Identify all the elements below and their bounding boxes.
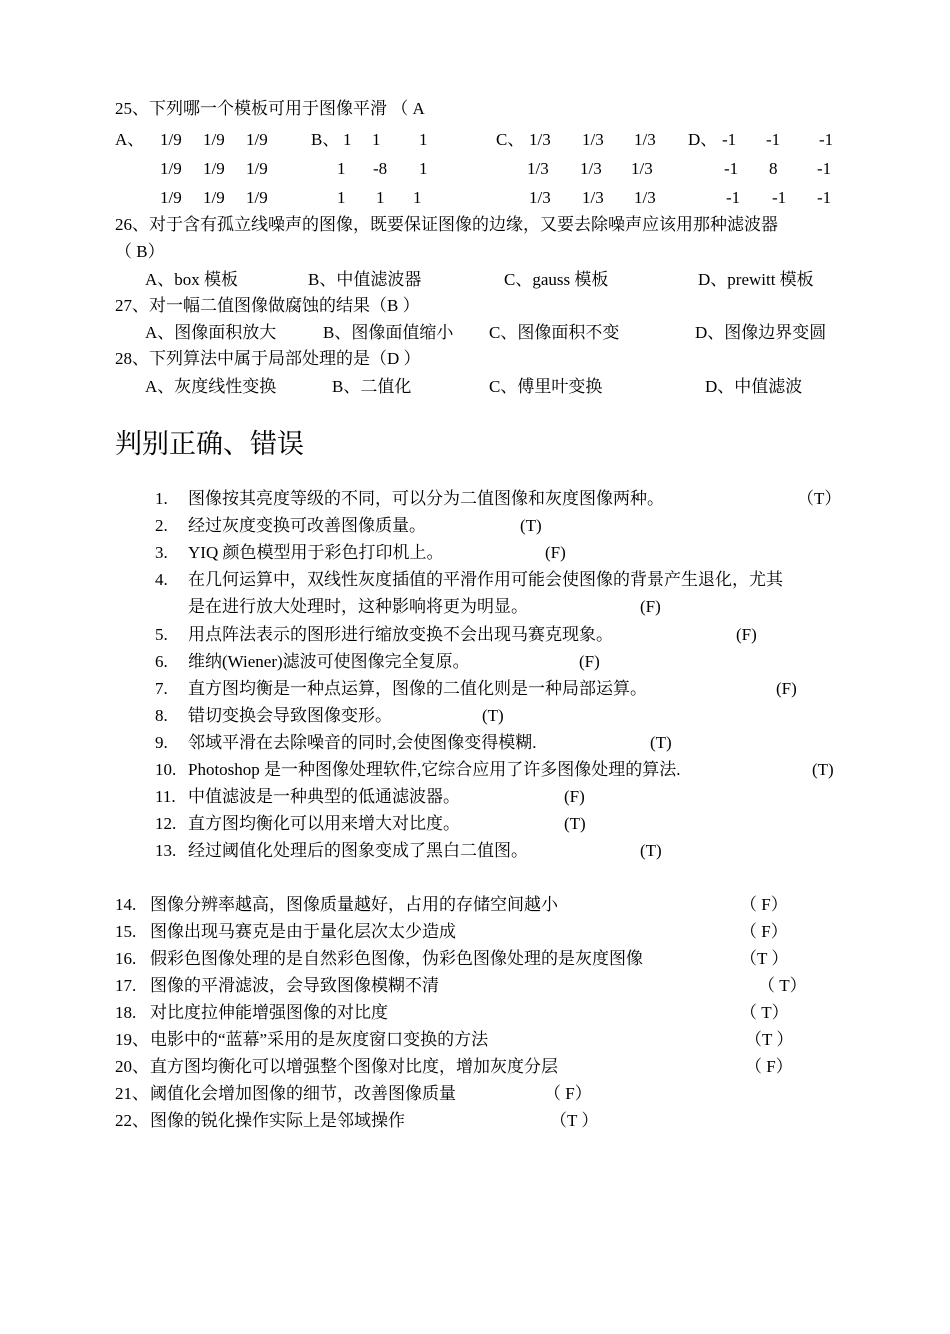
q28-option: A、灰度线性变换 <box>145 377 277 396</box>
tf-num: 18. <box>115 1003 137 1022</box>
q26-option: C、gauss 模板 <box>504 270 609 289</box>
tf-statement: 阈值化会增加图像的细节，改善图像质量 <box>150 1084 456 1103</box>
tf-answer: （ T） <box>740 1003 789 1022</box>
q27-stem: 27、对一幅二值图像做腐蚀的结果（B ） <box>115 296 420 315</box>
q25-optD-cell: -1 <box>817 188 832 207</box>
tf-num: 4. <box>155 570 168 589</box>
tf-answer: （T） <box>797 489 842 508</box>
q25-optA-cell: 1/9 <box>203 130 225 149</box>
tf-answer: (F) <box>736 625 757 644</box>
q26-stem-cont: （ B） <box>115 242 165 261</box>
tf-statement: 经过阈值化处理后的图象变成了黑白二值图。 <box>188 841 528 860</box>
q26-stem: 26、对于含有孤立线噪声的图像，既要保证图像的边缘，又要去除噪声应该用那种滤波器 <box>115 215 778 234</box>
tf-num: 17. <box>115 976 137 995</box>
tf-answer: （ F） <box>544 1084 592 1103</box>
tf-answer: (F) <box>579 652 600 671</box>
q25-optA-cell: 1/9 <box>160 130 182 149</box>
q25-optB-cell: 1 <box>343 130 352 149</box>
q26-option: B、中值滤波器 <box>308 270 422 289</box>
q25-optC-label: C、 <box>496 130 525 149</box>
tf-answer: (F) <box>545 543 566 562</box>
tf-statement: 维纳(Wiener)滤波可使图像完全复原。 <box>188 652 470 671</box>
q25-optB-cell: 1 <box>376 188 385 207</box>
q25-optB-cell: 1 <box>372 130 381 149</box>
tf-answer: (F) <box>776 679 797 698</box>
q28-option: D、中值滤波 <box>705 377 803 396</box>
q25-optD-cell: -1 <box>819 130 834 149</box>
tf-answer: (T) <box>812 760 834 779</box>
q27-option: C、图像面积不变 <box>489 323 620 342</box>
tf-answer: (F) <box>640 597 661 616</box>
q25-optD-cell: -1 <box>724 159 739 178</box>
tf-answer: （ F） <box>740 895 788 914</box>
q25-optB-cell: 1 <box>337 159 346 178</box>
tf-answer: （ T） <box>758 976 807 995</box>
tf-num: 12. <box>155 814 177 833</box>
tf-answer: (T) <box>520 516 542 535</box>
tf-statement: 直方图均衡化可以增强整个图像对比度，增加灰度分层 <box>150 1057 558 1076</box>
tf-num: 15. <box>115 922 137 941</box>
tf-statement: 电影中的“蓝幕”采用的是灰度窗口变换的方法 <box>150 1030 489 1049</box>
q25-optB-cell: 1 <box>413 188 422 207</box>
tf-statement: 中值滤波是一种典型的低通滤波器。 <box>188 787 460 806</box>
q28-stem: 28、下列算法中属于局部处理的是（D ） <box>115 349 421 368</box>
q25-optB-cell: -8 <box>373 159 388 178</box>
tf-statement: 假彩色图像处理的是自然彩色图像，伪彩色图像处理的是灰度图像 <box>150 949 643 968</box>
tf-answer: (F) <box>564 787 585 806</box>
tf-statement: 在几何运算中，双线性灰度插值的平滑作用可能会使图像的背景产生退化，尤其 <box>188 570 783 589</box>
q25-stem: 25、下列哪一个模板可用于图像平滑 （ A <box>115 99 425 118</box>
q25-optA-cell: 1/9 <box>246 159 268 178</box>
tf-num: 11. <box>155 787 176 806</box>
tf-statement: 图像分辨率越高，图像质量越好，占用的存储空间越小 <box>150 895 558 914</box>
tf-statement: YIQ 颜色模型用于彩色打印机上。 <box>188 543 444 562</box>
tf-statement: Photoshop 是一种图像处理软件,它综合应用了许多图像处理的算法. <box>188 760 681 779</box>
q25-optB-cell: 1 <box>419 130 428 149</box>
tf-answer: (T) <box>640 841 662 860</box>
tf-statement: 图像按其亮度等级的不同，可以分为二值图像和灰度图像两种。 <box>188 489 664 508</box>
tf-num: 3. <box>155 543 168 562</box>
tf-num: 22、 <box>115 1111 149 1130</box>
tf-statement: 邻域平滑在去除噪音的同时,会使图像变得模糊. <box>188 733 537 752</box>
tf-num: 7. <box>155 679 168 698</box>
q27-option: D、图像边界变圆 <box>695 323 827 342</box>
tf-answer: （ F） <box>740 922 788 941</box>
tf-num: 5. <box>155 625 168 644</box>
q27-option: A、图像面积放大 <box>145 323 277 342</box>
tf-statement: 图像的锐化操作实际上是邻域操作 <box>150 1111 405 1130</box>
tf-answer: (T) <box>650 733 672 752</box>
q25-optC-cell: 1/3 <box>631 159 653 178</box>
q25-optC-cell: 1/3 <box>527 159 549 178</box>
q25-optB-cell: 1 <box>337 188 346 207</box>
q25-optB-label: B、 <box>311 130 340 149</box>
tf-statement: 直方图均衡化可以用来增大对比度。 <box>188 814 460 833</box>
tf-statement: 直方图均衡是一种点运算，图像的二值化则是一种局部运算。 <box>188 679 647 698</box>
tf-answer: （T ） <box>740 949 789 968</box>
tf-num: 2. <box>155 516 168 535</box>
tf-statement: 对比度拉伸能增强图像的对比度 <box>150 1003 388 1022</box>
q25-optD-label: D、 <box>688 130 718 149</box>
tf-num: 19、 <box>115 1030 149 1049</box>
tf-num: 20、 <box>115 1057 149 1076</box>
q25-optA-cell: 1/9 <box>160 159 182 178</box>
q25-optC-cell: 1/3 <box>582 130 604 149</box>
tf-statement-cont: 是在进行放大处理时，这种影响将更为明显。 <box>188 597 528 616</box>
tf-statement: 图像的平滑滤波，会导致图像模糊不清 <box>150 976 439 995</box>
tf-num: 13. <box>155 841 177 860</box>
tf-num: 16. <box>115 949 137 968</box>
tf-answer: (T) <box>482 706 504 725</box>
tf-answer: （T ） <box>745 1030 794 1049</box>
tf-num: 10. <box>155 760 177 779</box>
tf-statement: 图像出现马赛克是由于量化层次太少造成 <box>150 922 456 941</box>
q25-optD-cell: -1 <box>726 188 741 207</box>
tf-num: 21、 <box>115 1084 149 1103</box>
tf-num: 9. <box>155 733 168 752</box>
q26-option: A、box 模板 <box>145 270 239 289</box>
q25-optA-cell: 1/9 <box>203 188 225 207</box>
q25-optD-cell: -1 <box>817 159 832 178</box>
q25-optA-label: A、 <box>115 130 145 149</box>
q25-optA-cell: 1/9 <box>246 188 268 207</box>
q25-optA-cell: 1/9 <box>246 130 268 149</box>
tf-answer: （ F） <box>745 1057 793 1076</box>
tf-num: 14. <box>115 895 137 914</box>
tf-statement: 错切变换会导致图像变形。 <box>188 706 392 725</box>
q28-option: C、傅里叶变换 <box>489 377 603 396</box>
tf-num: 1. <box>155 489 168 508</box>
q25-optD-cell: -1 <box>772 188 787 207</box>
q25-optC-cell: 1/3 <box>634 130 656 149</box>
q25-optC-cell: 1/3 <box>582 188 604 207</box>
tf-answer: （T ） <box>550 1111 599 1130</box>
tf-statement: 用点阵法表示的图形进行缩放变换不会出现马赛克现象。 <box>188 625 613 644</box>
q25-optA-cell: 1/9 <box>203 159 225 178</box>
section-title: 判别正确、错误 <box>115 429 304 459</box>
q25-optD-cell: 8 <box>769 159 778 178</box>
q25-optB-cell: 1 <box>419 159 428 178</box>
tf-num: 8. <box>155 706 168 725</box>
q25-optA-cell: 1/9 <box>160 188 182 207</box>
q28-option: B、二值化 <box>332 377 412 396</box>
q25-optC-cell: 1/3 <box>634 188 656 207</box>
tf-num: 6. <box>155 652 168 671</box>
q25-optD-cell: -1 <box>766 130 781 149</box>
q26-option: D、prewitt 模板 <box>698 270 814 289</box>
q25-optD-cell: -1 <box>722 130 737 149</box>
q25-optC-cell: 1/3 <box>529 130 551 149</box>
q25-optC-cell: 1/3 <box>580 159 602 178</box>
tf-answer: (T) <box>564 814 586 833</box>
tf-statement: 经过灰度变换可改善图像质量。 <box>188 516 426 535</box>
q25-optC-cell: 1/3 <box>529 188 551 207</box>
q27-option: B、图像面值缩小 <box>323 323 454 342</box>
